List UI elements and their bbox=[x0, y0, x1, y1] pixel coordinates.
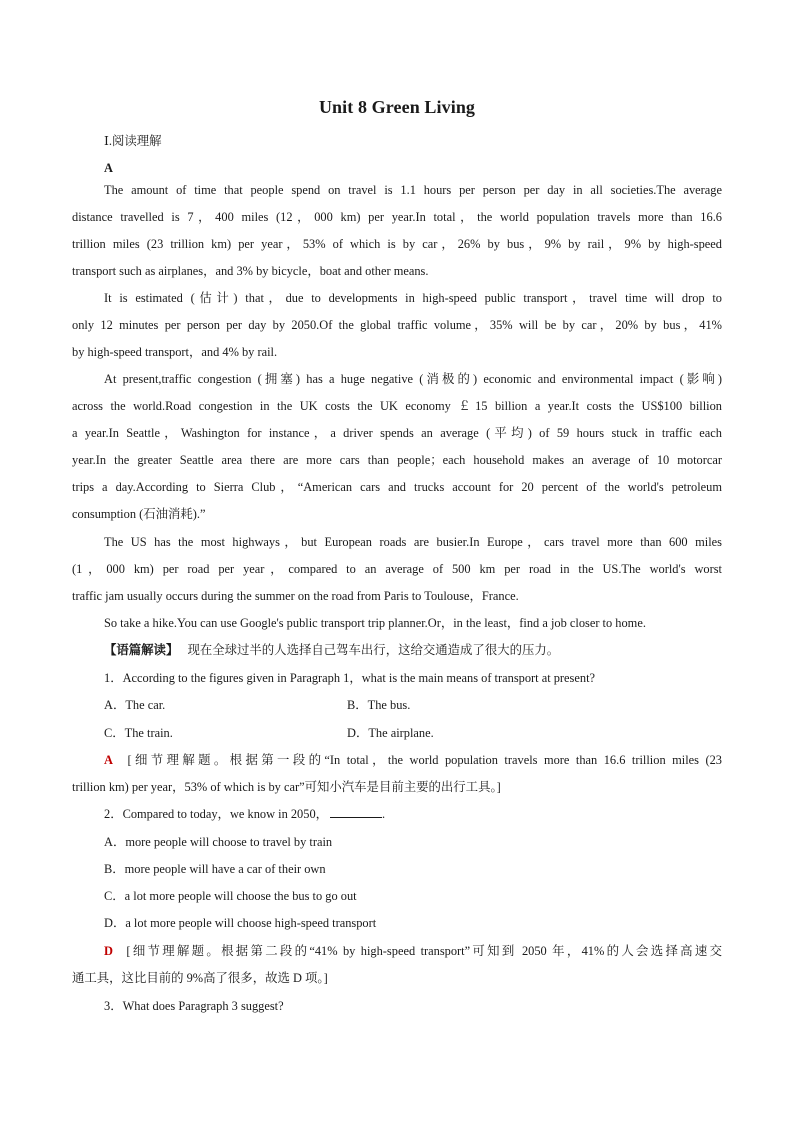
passage-line: The US has the most highways，but European roads are busier.In Europe，cars travel more than 600 miles bbox=[104, 535, 722, 549]
passage-line: year.In the greater Seattle area there are more cars than people；each household makes an average of 10 motorcar bbox=[72, 453, 722, 467]
passage-line: transport such as airplanes，and 3% by bicycle，boat and other means. bbox=[72, 264, 429, 278]
option-a: A．The car. bbox=[104, 698, 166, 712]
option-d: D．The airplane. bbox=[347, 726, 434, 740]
summary-text: 现在全球过半的人选择自己驾车出行，这给交通造成了很大的压力。 bbox=[187, 643, 560, 657]
option-row bbox=[104, 725, 722, 741]
explanation-text: [细节理解题。根据第一段的“In total，the world population travels more than 16.6 trillion miles (23 bbox=[127, 753, 722, 767]
summary bbox=[104, 642, 722, 658]
option-c: C．The train. bbox=[104, 726, 173, 740]
option-b: B．more people will have a car of their own bbox=[104, 862, 326, 876]
answer-letter: D bbox=[104, 944, 113, 958]
option-row bbox=[104, 697, 722, 713]
passage-label: A bbox=[104, 161, 113, 175]
question-stem: 3．What does Paragraph 3 suggest? bbox=[104, 999, 284, 1013]
option-c: C．a lot more people will choose the bus to go out bbox=[104, 889, 357, 903]
option-b: B．The bus. bbox=[347, 698, 411, 712]
passage-line: trips a day.According to Sierra Club，“American cars and trucks account for 20 percent of the world's petroleum bbox=[72, 480, 722, 494]
passage-line: only 12 minutes per person per day by 2050.Of the global traffic volume，35% will be by car，20% by bus，41% bbox=[72, 318, 722, 332]
answer-blank bbox=[330, 806, 382, 818]
summary-label: 【语篇解读】 bbox=[104, 643, 179, 657]
passage-line: traffic jam usually occurs during the summer on the road from Paris to Toulouse，France. bbox=[72, 589, 519, 603]
page-title: Unit 8 Green Living bbox=[318, 97, 476, 117]
explanation-text: 通工具，这比目前的 9%高了很多，故选 D 项。] bbox=[72, 971, 328, 985]
answer-explanation bbox=[104, 752, 722, 768]
passage-line: It is estimated (估计) that，due to developments in high-speed public transport，travel time will drop to bbox=[104, 291, 722, 305]
passage-line: consumption (石油消耗).” bbox=[72, 507, 206, 521]
passage-line: trillion miles (23 trillion km) per year，53% of which is by car，26% by bus，9% by rail，9% by high-speed bbox=[72, 237, 722, 251]
section-heading: Ⅰ.阅读理解 bbox=[104, 134, 162, 148]
answer-explanation bbox=[104, 943, 722, 959]
passage-line: by high-speed transport，and 4% by rail. bbox=[72, 345, 278, 359]
passage-line: across the world.Road congestion in the UK costs the UK economy ￡15 billion a year.It costs the US$100 billion bbox=[72, 399, 722, 413]
question-stem: 1．According to the figures given in Paragraph 1，what is the main means of transport at present? bbox=[104, 671, 596, 685]
answer-letter: A bbox=[104, 753, 113, 767]
passage-line: distance travelled is 7，400 miles (12，000 km) per year.In total，the world population travels more than 16.6 bbox=[72, 210, 722, 224]
option-a: A．more people will choose to travel by train bbox=[104, 835, 333, 849]
passage-line: The amount of time that people spend on travel is 1.1 hours per person per day in all societies.The average bbox=[104, 183, 722, 197]
passage-line: (1，000 km) per road per year，compared to an average of 500 km per road in the US.The world's worst bbox=[72, 562, 722, 576]
passage-line: At present,traffic congestion (拥塞) has a huge negative (消极的) economic and environmental impact (影响) bbox=[104, 372, 722, 386]
explanation-text: [细节理解题。根据第二段的“41% by high-speed transport”可知到 2050 年，41%的人会选择高速交 bbox=[126, 944, 722, 958]
passage-line: So take a hike.You can use Google's public transport trip planner.Or，in the least，find a job closer to home. bbox=[104, 616, 646, 630]
option-d: D．a lot more people will choose high-speed transport bbox=[104, 916, 377, 930]
question-stem: 2．Compared to today，we know in 2050， . bbox=[104, 807, 386, 821]
passage-line: a year.In Seattle，Washington for instance，a driver spends an average (平均) of 59 hours stuck in traffic each bbox=[72, 426, 722, 440]
explanation-text: trillion km) per year，53% of which is by car”可知小汽车是目前主要的出行工具。] bbox=[72, 780, 501, 794]
